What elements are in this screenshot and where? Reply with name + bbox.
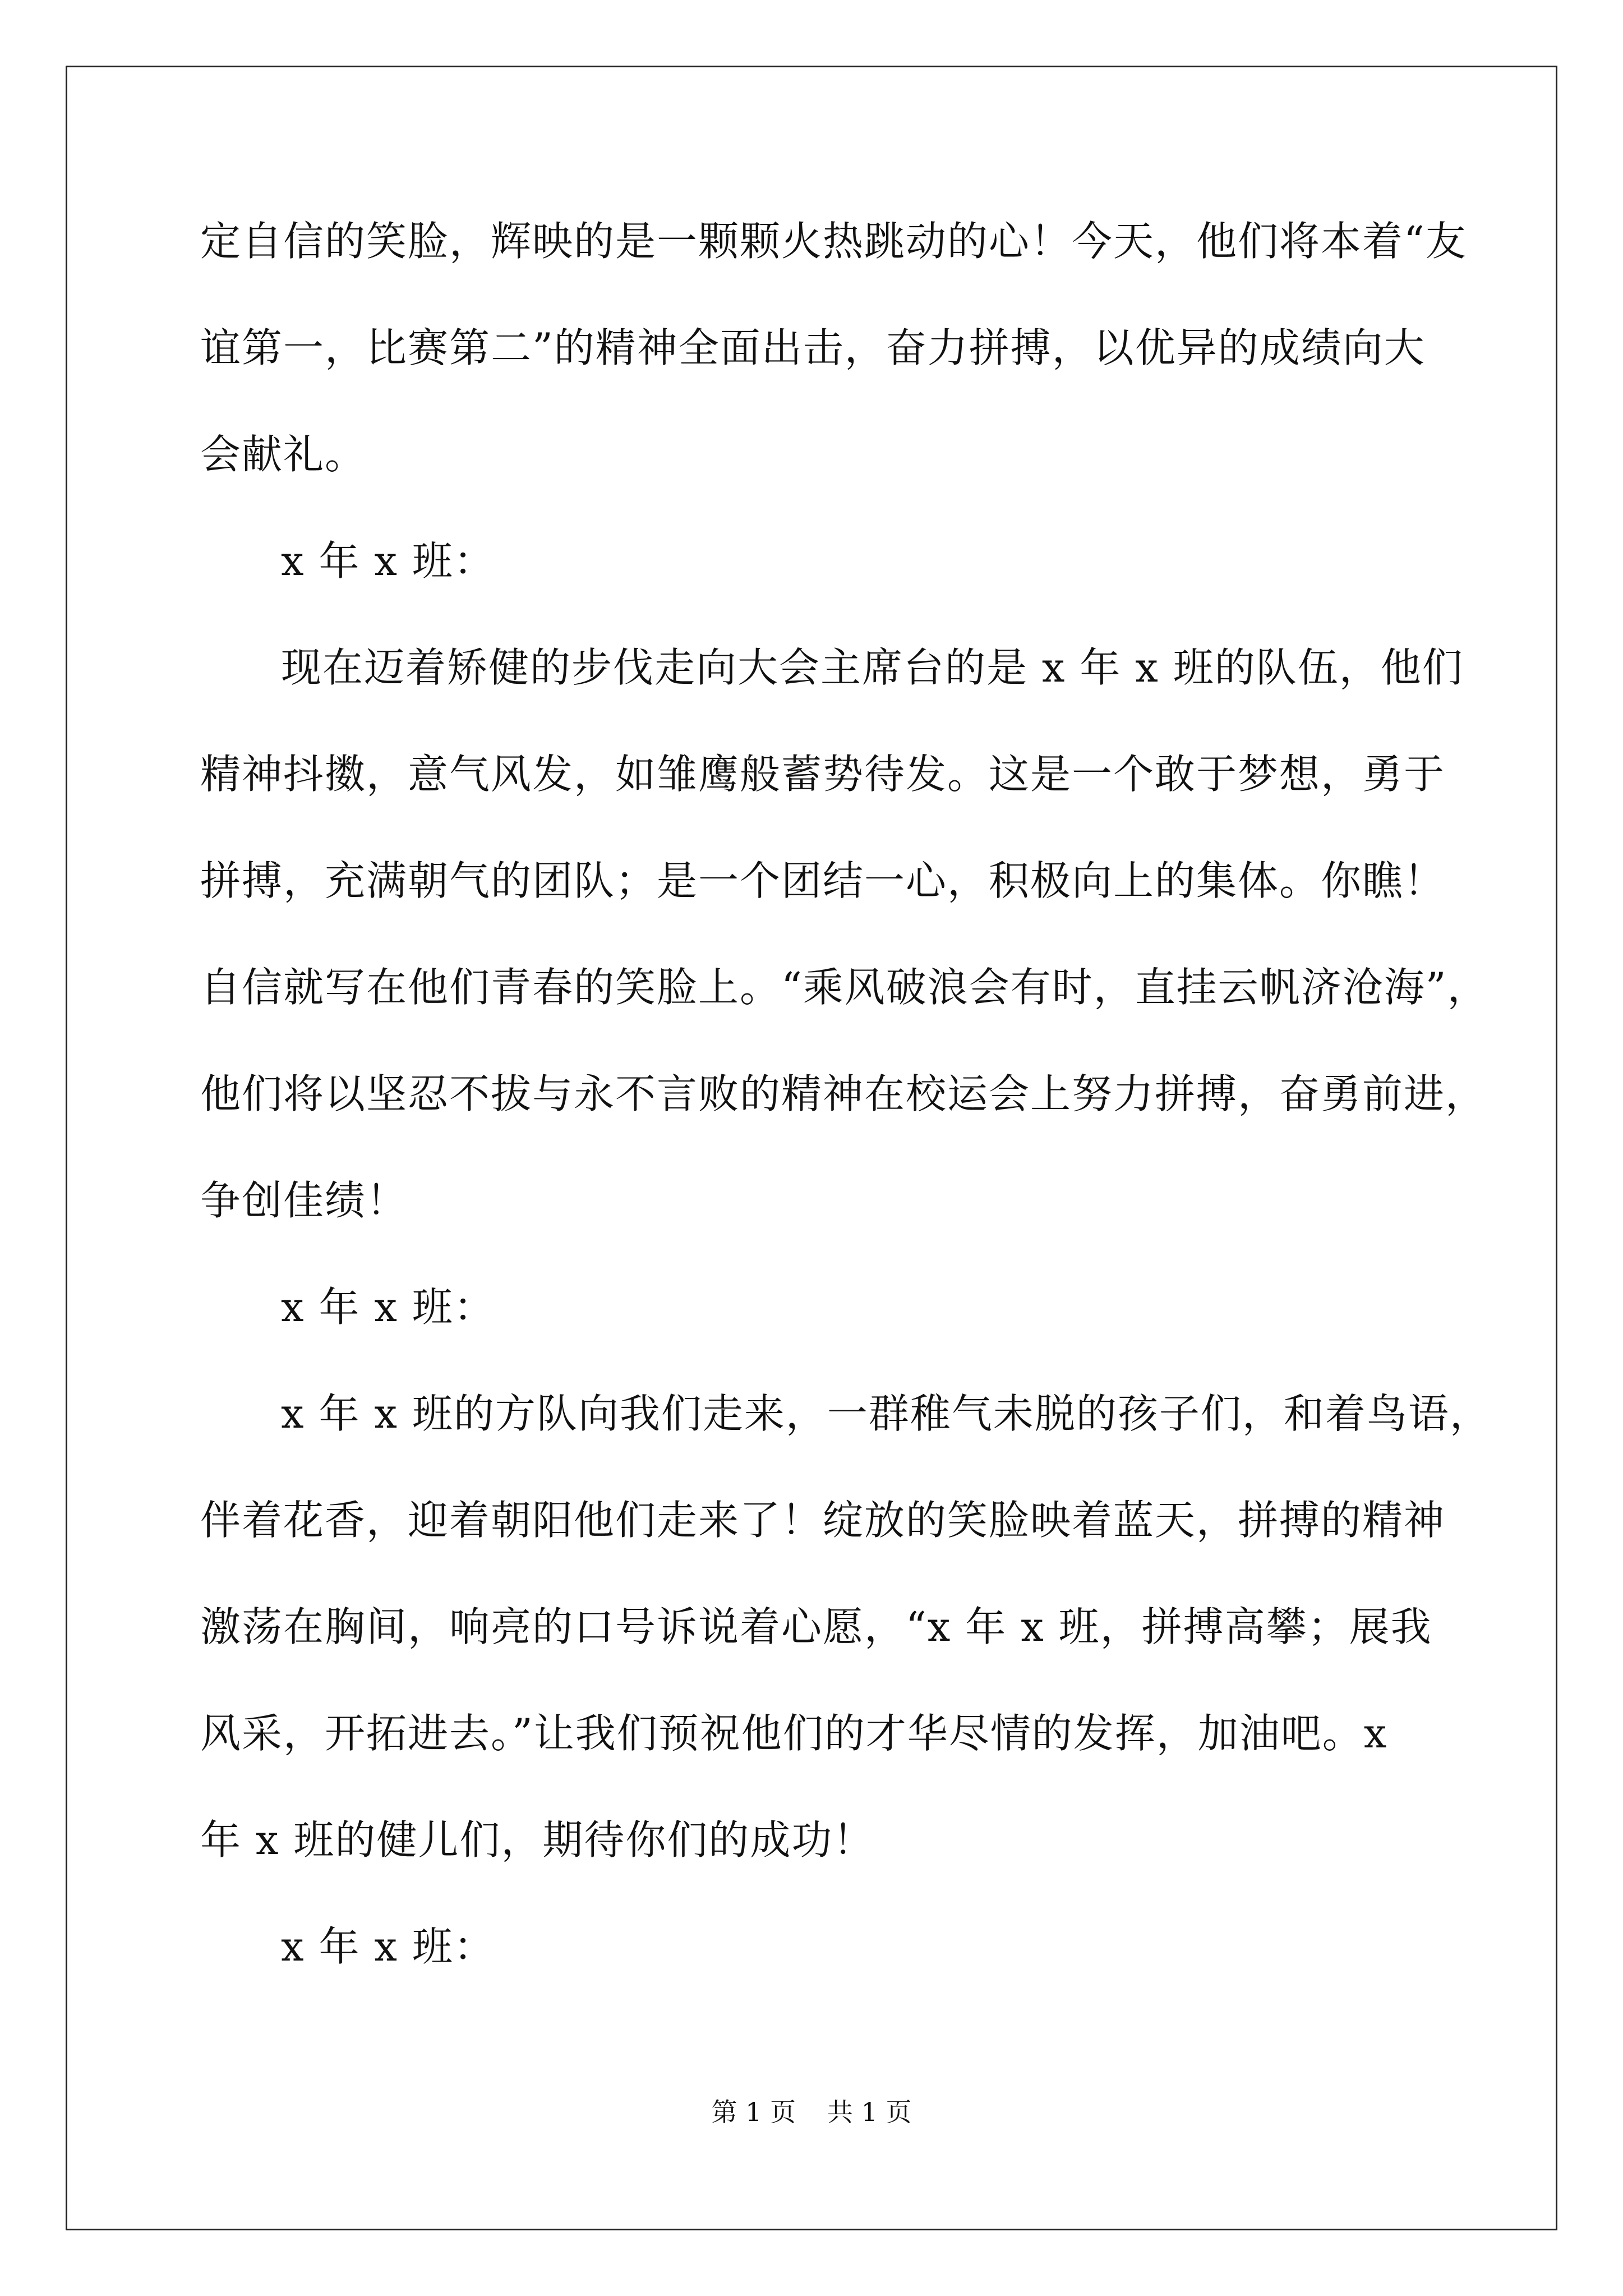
text-line: 拼搏，充满朝气的团队；是一个团结一心，积极向上的集体。你瞧！ xyxy=(200,857,1446,904)
document-body xyxy=(200,215,1491,2027)
text-line: 会献礼。 xyxy=(200,431,367,478)
section-heading: x 年 x 班： xyxy=(281,1283,495,1331)
text-line: 激荡在胸间，响亮的口号诉说着心愿，“x 年 x 班，拼搏高攀；展我 xyxy=(200,1603,1432,1650)
section-heading: x 年 x 班： xyxy=(281,1923,495,1970)
text-line: 定自信的笑脸，辉映的是一颗颗火热跳动的心！今天，他们将本着“友 xyxy=(200,218,1467,265)
text-line: 现在迈着矫健的步伐走向大会主席台的是 x 年 x 班的队伍，他们 xyxy=(281,644,1464,691)
text-line: 精神抖擞，意气风发，如雏鹰般蓄势待发。这是一个敢于梦想，勇于 xyxy=(200,751,1446,798)
text-line: 他们将以坚忍不拔与永不言败的精神在校运会上努力拼搏，奋勇前进， xyxy=(200,1070,1487,1117)
text-line: 自信就写在他们青春的笑脸上。“乘风破浪会有时，直挂云帆济沧海”， xyxy=(200,964,1489,1011)
section-heading: x 年 x 班： xyxy=(281,537,495,585)
text-line: 争创佳绩！ xyxy=(200,1177,408,1224)
page-number-current: 第 1 页 xyxy=(711,2097,796,2127)
text-line: 谊第一，比赛第二”的精神全面出击，奋力拼搏，以优异的成绩向大 xyxy=(200,324,1426,371)
text-line: x 年 x 班的方队向我们走来，一群稚气未脱的孩子们，和着鸟语， xyxy=(281,1390,1491,1437)
page-number-total: 共 1 页 xyxy=(827,2097,912,2127)
text-line: 伴着花香，迎着朝阳他们走来了！绽放的笑脸映着蓝天，拼搏的精神 xyxy=(200,1497,1446,1544)
text-line: 风采，开拓进去。”让我们预祝他们的才华尽情的发挥，加油吧。x xyxy=(200,1710,1388,1757)
text-line: 年 x 班的健儿们，期待你们的成功！ xyxy=(200,1816,875,1864)
page-footer xyxy=(0,2095,1623,2129)
